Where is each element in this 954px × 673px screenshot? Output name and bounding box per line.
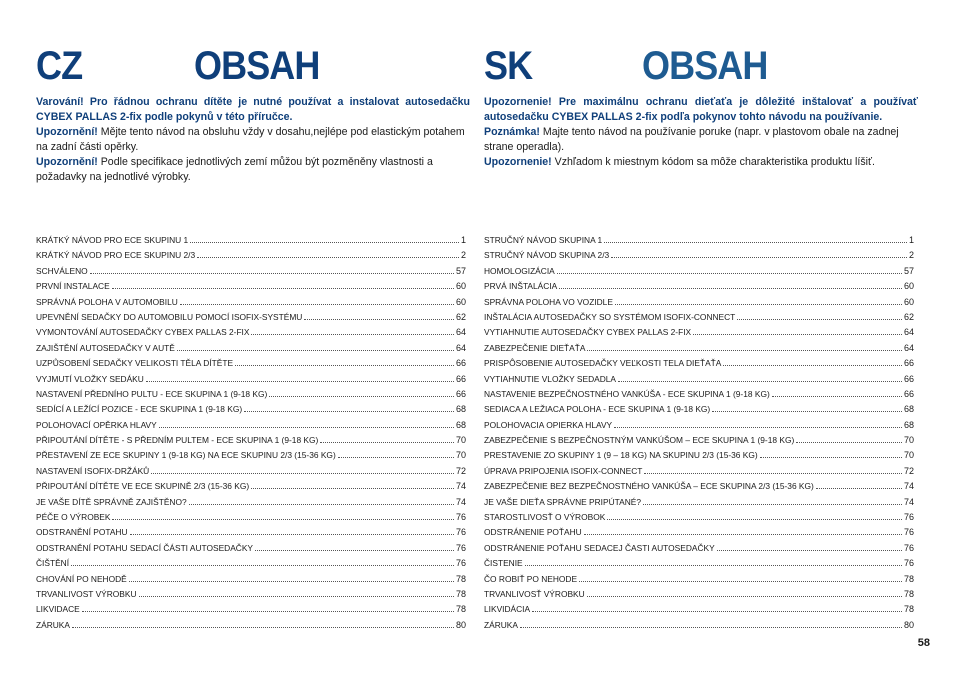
toc-entry bbox=[484, 555, 914, 570]
toc-leader-dots bbox=[139, 586, 454, 597]
toc-entry-title: LIKVIDACE bbox=[36, 604, 80, 615]
cz-heading bbox=[36, 46, 470, 86]
toc-entry-title: VYMONTOVÁNÍ AUTOSEDAČKY CYBEX PALLAS 2-FIX bbox=[36, 327, 250, 338]
sk-note-1 bbox=[484, 125, 918, 155]
toc-entry-title: ZÁRUKA bbox=[484, 619, 518, 630]
toc-entry-page: 72 bbox=[903, 465, 914, 476]
toc-entry bbox=[36, 571, 466, 586]
cz-note-2-text: Podle specifikace jednotlivých zemí můžou být pozměněny vlastnosti a požadavky na jednotlivé výrobky. bbox=[36, 156, 433, 183]
toc-entry-title: KRÁTKÝ NÁVOD PRO ECE SKUPINU 2/3 bbox=[36, 250, 196, 261]
toc-entry bbox=[484, 524, 914, 539]
toc-entry-title: HOMOLOGIZÁCIA bbox=[484, 265, 555, 276]
toc-entry bbox=[484, 463, 914, 478]
toc-entry-page: 60 bbox=[455, 296, 466, 307]
toc-entry-page: 70 bbox=[455, 435, 466, 446]
toc-leader-dots bbox=[559, 278, 902, 289]
toc-leader-dots bbox=[816, 478, 902, 489]
toc-leader-dots bbox=[129, 571, 454, 582]
toc-entry-page: 74 bbox=[455, 481, 466, 492]
toc-entry bbox=[36, 524, 466, 539]
toc-leader-dots bbox=[520, 617, 902, 628]
toc-leader-dots bbox=[614, 417, 902, 428]
toc-entry-title: STRUČNÝ NÁVOD SKUPINA 2/3 bbox=[484, 250, 610, 261]
toc-entry-page: 1 bbox=[908, 235, 914, 245]
toc-entry-page: 74 bbox=[903, 481, 914, 492]
toc-entry-page: 66 bbox=[455, 373, 466, 384]
sk-note-2-label: Upozornenie! bbox=[484, 156, 552, 168]
toc-entry-page: 76 bbox=[455, 542, 466, 553]
toc-leader-dots bbox=[235, 355, 454, 366]
toc-entry bbox=[36, 478, 466, 493]
toc-leader-dots bbox=[255, 540, 454, 551]
toc-leader-dots bbox=[71, 555, 454, 566]
toc-entry bbox=[484, 324, 914, 339]
toc-entry-page: 60 bbox=[903, 281, 914, 292]
toc-entry-title: SPRÁVNÁ POLOHA V AUTOMOBILU bbox=[36, 296, 178, 307]
toc-entry-title: ZABEZPEČENIE S BEZPEČNOSTNÝM VANKÚŠOM – ECE SKUPINA 1 (9-18 KG) bbox=[484, 435, 795, 446]
toc-entry-title: PÉČE O VÝROBEK bbox=[36, 512, 111, 523]
toc-entry-page: 70 bbox=[455, 450, 466, 461]
toc-entry-title: JE VAŠE DIEŤA SPRÁVNE PRIPÚTANÉ? bbox=[484, 496, 641, 507]
toc-entry-page: 2 bbox=[908, 250, 914, 261]
toc-entry bbox=[36, 401, 466, 416]
toc-leader-dots bbox=[584, 524, 902, 535]
toc-entry-page: 76 bbox=[903, 527, 914, 538]
toc-entry-page: 2 bbox=[460, 250, 466, 261]
toc-entry-title: ODSTRÁNENIE POŤAHU SEDACEJ ČASTI AUTOSEDAČKY bbox=[484, 542, 715, 553]
toc-leader-dots bbox=[112, 278, 454, 289]
toc-entry-page: 64 bbox=[903, 342, 914, 353]
toc-leader-dots bbox=[130, 524, 454, 535]
toc-leader-dots bbox=[244, 401, 454, 412]
toc-entry-page: 68 bbox=[455, 419, 466, 430]
toc-leader-dots bbox=[532, 601, 902, 612]
toc-entry-page: 78 bbox=[903, 604, 914, 615]
toc-entry-title: TRVANLIVOST VÝROBKU bbox=[36, 588, 137, 599]
toc-leader-dots bbox=[717, 540, 902, 551]
toc-leader-dots bbox=[338, 447, 454, 458]
toc-entry bbox=[484, 355, 914, 370]
toc-entry-page: 68 bbox=[903, 419, 914, 430]
toc-leader-dots bbox=[525, 555, 902, 566]
toc-entry-page: 68 bbox=[903, 404, 914, 415]
toc-entry-title: ÚPRAVA PRIPOJENIA ISOFIX-CONNECT bbox=[484, 465, 643, 476]
toc-entry-title: ČIŠTĚNÍ bbox=[36, 558, 70, 569]
toc-entry-title: ČO ROBIŤ PO NEHODE bbox=[484, 573, 578, 584]
toc-leader-dots bbox=[112, 509, 454, 520]
toc-entry bbox=[484, 263, 914, 278]
toc-entry bbox=[484, 617, 914, 632]
toc-entry bbox=[36, 247, 466, 262]
toc-entry-title: NASTAVENÍ PŘEDNÍHO PULTU - ECE SKUPINA 1 (9-18 KG) bbox=[36, 388, 268, 399]
toc-entry-title: LIKVIDÁCIA bbox=[484, 604, 531, 615]
toc-entry-title: PRESTAVENIE ZO SKUPINY 1 (9 – 18 KG) NA SKUPINU 2/3 (15-36 KG) bbox=[484, 450, 758, 461]
toc-entry bbox=[484, 278, 914, 293]
toc-entry-page: 78 bbox=[903, 573, 914, 584]
toc-entry-title: UZPŮSOBENÍ SEDAČKY VELIKOSTI TĚLA DÍTĚTE bbox=[36, 358, 234, 369]
toc-entry bbox=[484, 432, 914, 447]
toc-entry-title: KRÁTKÝ NÁVOD PRO ECE SKUPINU 1 bbox=[36, 235, 189, 245]
toc-leader-dots bbox=[197, 247, 459, 258]
toc-entry bbox=[484, 247, 914, 262]
toc-entry-title: PŘIPOUTÁNÍ DÍTĚTE - S PŘEDNÍM PULTEM - ECE SKUPINA 1 (9-18 KG) bbox=[36, 435, 319, 446]
toc-entry-title: ODSTRANĚNÍ POTAHU bbox=[36, 527, 128, 538]
toc-entry-title: SPRÁVNA POLOHA VO VOZIDLE bbox=[484, 296, 613, 307]
sk-note-1-label: Poznámka! bbox=[484, 126, 540, 138]
toc-entry-page: 74 bbox=[455, 496, 466, 507]
toc-entry-title: INŠTALÁCIA AUTOSEDAČKY SO SYSTÉMOM ISOFIX-CONNECT bbox=[484, 311, 736, 322]
cz-note-2 bbox=[36, 155, 470, 185]
toc-leader-dots bbox=[251, 478, 454, 489]
toc-entry-title: TRVANLIVOSŤ VÝROBKU bbox=[484, 588, 585, 599]
toc-entry-page: 76 bbox=[455, 512, 466, 523]
toc-entry bbox=[36, 555, 466, 570]
toc-entry bbox=[484, 571, 914, 586]
toc-leader-dots bbox=[251, 324, 454, 335]
toc-entry-title: ZABEZPEČENIE BEZ BEZPEČNOSTNÉHO VANKÚŠA – ECE SKUPINA 2/3 (15-36 KG) bbox=[484, 481, 814, 492]
toc-leader-dots bbox=[190, 232, 459, 243]
toc-entry-page: 57 bbox=[903, 265, 914, 276]
toc-entry bbox=[484, 447, 914, 462]
toc-entry-page: 62 bbox=[903, 311, 914, 322]
toc-entry-title: UPEVNĚNÍ SEDAČKY DO AUTOMOBILU POMOCÍ ISOFIX-SYSTÉMU bbox=[36, 311, 303, 322]
toc-entry bbox=[484, 586, 914, 601]
sk-title: OBSAH bbox=[642, 44, 768, 88]
toc-leader-dots bbox=[644, 463, 902, 474]
sk-heading bbox=[484, 46, 918, 86]
toc-entry-page: 62 bbox=[455, 311, 466, 322]
toc-entry-page: 76 bbox=[903, 542, 914, 553]
toc-leader-dots bbox=[772, 386, 902, 397]
toc-entry bbox=[36, 386, 466, 401]
toc-leader-dots bbox=[189, 494, 454, 505]
toc-entry bbox=[484, 417, 914, 432]
toc-entry-page: 64 bbox=[455, 327, 466, 338]
toc-entry bbox=[36, 617, 466, 632]
toc-entry-title: NASTAVENIE BEZPEČNOSTNÉHO VANKÚŠA - ECE SKUPINA 1 (9-18 KG) bbox=[484, 388, 770, 399]
toc-leader-dots bbox=[618, 371, 902, 382]
cz-language-code: CZ bbox=[36, 44, 83, 88]
toc-leader-dots bbox=[146, 371, 454, 382]
toc-entry-title: PRVNÍ INSTALACE bbox=[36, 281, 110, 292]
toc-entry bbox=[484, 478, 914, 493]
toc-entry-page: 80 bbox=[903, 619, 914, 630]
toc-leader-dots bbox=[82, 601, 454, 612]
toc-entry bbox=[36, 432, 466, 447]
toc-entry bbox=[36, 263, 466, 278]
toc-leader-dots bbox=[615, 294, 902, 305]
cz-table-of-contents bbox=[36, 232, 466, 632]
toc-entry-title: ZABEZPEČENIE DIEŤAŤA bbox=[484, 342, 586, 353]
toc-leader-dots bbox=[269, 386, 454, 397]
toc-leader-dots bbox=[159, 417, 454, 428]
toc-entry bbox=[36, 447, 466, 462]
toc-entry-page: 66 bbox=[455, 388, 466, 399]
toc-entry bbox=[36, 232, 466, 247]
toc-entry-page: 64 bbox=[903, 327, 914, 338]
cz-column bbox=[36, 0, 470, 630]
toc-entry bbox=[36, 309, 466, 324]
toc-leader-dots bbox=[760, 447, 902, 458]
toc-entry-title: NASTAVENÍ ISOFIX-DRŽÁKŮ bbox=[36, 465, 150, 476]
sk-warning: Upozornenie! Pre maximálnu ochranu dieťaťa je dôležité inštalovať a používať autosedačku CYBEX PALLAS 2-fix podľa pokynov tohto návodu na používanie. bbox=[484, 96, 918, 123]
toc-entry-page: 60 bbox=[903, 296, 914, 307]
sk-table-of-contents bbox=[484, 232, 914, 632]
cz-note-1 bbox=[36, 125, 470, 155]
toc-leader-dots bbox=[693, 324, 902, 335]
toc-entry-title: PŘIPOUTÁNÍ DÍTĚTE VE ECE SKUPINĚ 2/3 (15-36 KG) bbox=[36, 481, 250, 492]
cz-note-1-label: Upozornění! bbox=[36, 126, 98, 138]
toc-entry-title: VYTIAHNUTIE VLOŽKY SEDADLA bbox=[484, 373, 617, 384]
sk-note-2-text: Vzhľadom k miestnym kódom sa môže charakteristika produktu líšiť. bbox=[551, 156, 875, 168]
toc-leader-dots bbox=[712, 401, 902, 412]
toc-entry bbox=[36, 278, 466, 293]
toc-entry-page: 66 bbox=[903, 388, 914, 399]
toc-entry-title: VYJMUTÍ VLOŽKY SEDÁKU bbox=[36, 373, 144, 384]
toc-leader-dots bbox=[579, 571, 902, 582]
cz-title: OBSAH bbox=[194, 44, 320, 88]
toc-entry bbox=[36, 540, 466, 555]
toc-entry-title: SCHVÁLENO bbox=[36, 265, 88, 276]
toc-entry-page: 76 bbox=[455, 527, 466, 538]
toc-entry bbox=[36, 586, 466, 601]
toc-entry bbox=[36, 601, 466, 616]
toc-entry-title: POLOHOVACIA OPIERKA HLAVY bbox=[484, 419, 613, 430]
toc-leader-dots bbox=[72, 617, 454, 628]
toc-entry bbox=[36, 494, 466, 509]
sk-note-2 bbox=[484, 155, 918, 170]
toc-entry-title: JE VAŠE DÍTĚ SPRÁVNĚ ZAJIŠTĚNO? bbox=[36, 496, 187, 507]
cz-intro bbox=[36, 95, 470, 185]
toc-entry-page: 76 bbox=[455, 558, 466, 569]
cz-warning: Varování! Pro řádnou ochranu dítěte je nutné používat a instalovat autosedačku CYBEX PALLAS 2-fix podle pokynů v této příručce. bbox=[36, 96, 470, 123]
toc-entry bbox=[484, 540, 914, 555]
toc-entry-page: 68 bbox=[455, 404, 466, 415]
toc-leader-dots bbox=[320, 432, 454, 443]
toc-leader-dots bbox=[587, 340, 902, 351]
sk-intro bbox=[484, 95, 918, 170]
toc-entry-page: 72 bbox=[455, 465, 466, 476]
toc-entry-title: STAROSTLIVOSŤ O VÝROBOK bbox=[484, 512, 606, 523]
toc-entry-page: 66 bbox=[903, 358, 914, 369]
toc-entry-page: 70 bbox=[903, 435, 914, 446]
toc-entry-title: SEDIACA A LEŽIACA POLOHA - ECE SKUPINA 1 (9-18 KG) bbox=[484, 404, 711, 415]
toc-leader-dots bbox=[177, 340, 454, 351]
toc-entry-page: 66 bbox=[455, 358, 466, 369]
toc-entry-page: 76 bbox=[903, 558, 914, 569]
sk-language-code: SK bbox=[484, 44, 533, 88]
cz-note-1-text: Mějte tento návod na obsluhu vždy v dosahu,nejlépe pod elastickým potahem na zadní části opěrky. bbox=[36, 126, 465, 153]
toc-entry-page: 70 bbox=[903, 450, 914, 461]
toc-entry-title: POLOHOVACÍ OPĚRKA HLAVY bbox=[36, 419, 157, 430]
toc-entry-title: PŘESTAVENÍ ZE ECE SKUPINY 1 (9-18 KG) NA ECE SKUPINU 2/3 (15-36 KG) bbox=[36, 450, 336, 461]
toc-entry bbox=[36, 371, 466, 386]
toc-entry bbox=[484, 401, 914, 416]
toc-entry-title: ODSTRANĚNÍ POTAHU SEDACÍ ČÁSTI AUTOSEDAČKY bbox=[36, 542, 254, 553]
toc-entry-page: 66 bbox=[903, 373, 914, 384]
toc-entry bbox=[484, 371, 914, 386]
cz-note-2-label: Upozornění! bbox=[36, 156, 98, 168]
toc-entry-page: 78 bbox=[455, 588, 466, 599]
toc-leader-dots bbox=[557, 263, 902, 274]
toc-entry bbox=[484, 294, 914, 309]
toc-leader-dots bbox=[643, 494, 902, 505]
toc-entry-page: 78 bbox=[903, 588, 914, 599]
toc-entry-title: PRISPÔSOBENIE AUTOSEDAČKY VEĽKOSTI TELA DIEŤAŤA bbox=[484, 358, 722, 369]
toc-entry bbox=[36, 463, 466, 478]
toc-leader-dots bbox=[304, 309, 454, 320]
toc-entry-title: STRUČNÝ NÁVOD SKUPINA 1 bbox=[484, 235, 603, 245]
toc-entry-page: 80 bbox=[455, 619, 466, 630]
toc-entry bbox=[484, 340, 914, 355]
toc-entry-title: ČISTENIE bbox=[484, 558, 523, 569]
toc-leader-dots bbox=[180, 294, 454, 305]
page-number: 58 bbox=[917, 637, 930, 649]
toc-entry bbox=[484, 309, 914, 324]
toc-entry-title: ODSTRÁNENIE POŤAHU bbox=[484, 527, 582, 538]
toc-entry-title: VYTIAHNUTIE AUTOSEDAČKY CYBEX PALLAS 2-FIX bbox=[484, 327, 692, 338]
toc-entry bbox=[484, 386, 914, 401]
sk-note-1-text: Majte tento návod na používanie poruke (napr. v plastovom obale na zadnej strane operadla). bbox=[484, 126, 899, 153]
toc-leader-dots bbox=[587, 586, 902, 597]
toc-entry bbox=[36, 509, 466, 524]
toc-leader-dots bbox=[611, 247, 907, 258]
toc-entry-page: 1 bbox=[460, 235, 466, 245]
toc-leader-dots bbox=[90, 263, 454, 274]
toc-entry bbox=[36, 355, 466, 370]
toc-leader-dots bbox=[151, 463, 454, 474]
toc-entry-page: 74 bbox=[903, 496, 914, 507]
toc-entry bbox=[36, 324, 466, 339]
toc-entry bbox=[484, 601, 914, 616]
sk-column bbox=[484, 0, 918, 630]
toc-entry bbox=[484, 232, 914, 247]
toc-leader-dots bbox=[604, 232, 907, 243]
toc-entry-title: ZAJIŠTĚNÍ AUTOSEDAČKY V AUTĚ bbox=[36, 342, 175, 353]
toc-entry-title: SEDÍCÍ A LEŽÍCÍ POZICE - ECE SKUPINA 1 (9-18 KG) bbox=[36, 404, 243, 415]
toc-entry-page: 78 bbox=[455, 604, 466, 615]
toc-leader-dots bbox=[737, 309, 902, 320]
toc-entry-page: 76 bbox=[903, 512, 914, 523]
toc-entry-page: 57 bbox=[455, 265, 466, 276]
toc-entry bbox=[484, 509, 914, 524]
toc-leader-dots bbox=[607, 509, 902, 520]
toc-entry-page: 78 bbox=[455, 573, 466, 584]
toc-entry-title: PRVÁ INŠTALÁCIA bbox=[484, 281, 558, 292]
toc-entry bbox=[36, 294, 466, 309]
toc-leader-dots bbox=[796, 432, 902, 443]
toc-entry bbox=[36, 417, 466, 432]
toc-leader-dots bbox=[723, 355, 902, 366]
toc-entry bbox=[36, 340, 466, 355]
toc-entry-page: 64 bbox=[455, 342, 466, 353]
toc-entry bbox=[484, 494, 914, 509]
toc-entry-title: ZÁRUKA bbox=[36, 619, 70, 630]
toc-entry-page: 60 bbox=[455, 281, 466, 292]
toc-entry-title: CHOVÁNÍ PO NEHODĚ bbox=[36, 573, 127, 584]
